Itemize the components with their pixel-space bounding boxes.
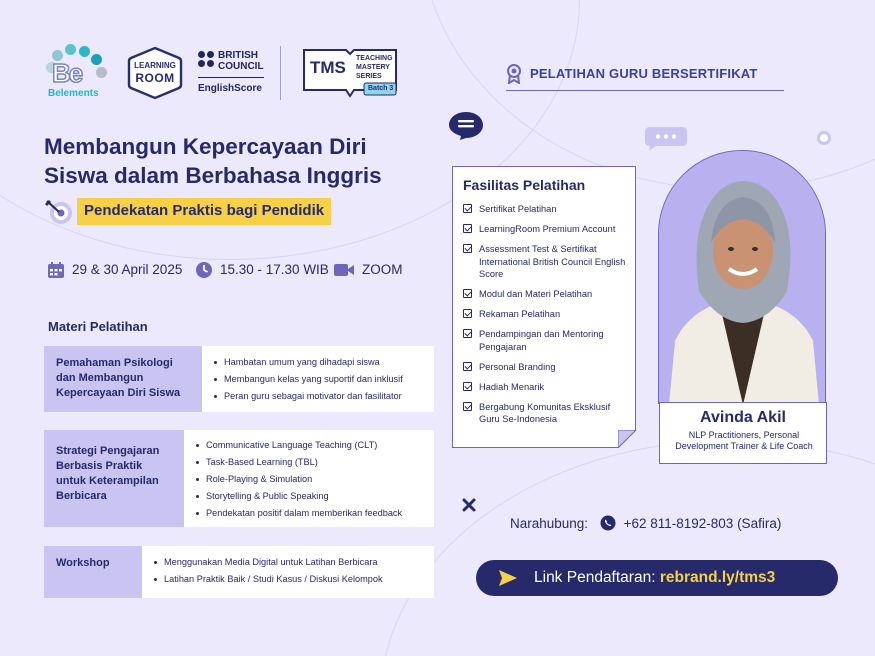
materi-section-label: Workshop [44, 546, 142, 598]
contact-phone[interactable]: +62 811-8192-803 (Safira) [623, 516, 782, 531]
belements-logo [44, 44, 110, 102]
ring-icon [816, 130, 832, 146]
send-arrow-icon [498, 569, 518, 587]
list-item: Sertifikat Pelatihan [463, 203, 633, 216]
british-council-line1: BRITISH [218, 50, 258, 61]
page-fold-icon [618, 430, 636, 448]
learningroom-logo-line2: ROOM [135, 71, 175, 85]
typing-bubble-icon [644, 126, 688, 152]
belements-logo-letters: Be [52, 58, 82, 88]
event-time: 15.30 - 17.30 WIB [220, 262, 329, 277]
list-item: Latihan Praktik Baik / Studi Kasus / Diskusi Kelompok [154, 573, 383, 590]
list-item: Bergabung Komunitas Eksklusif Guru Se-Indonesia [463, 401, 633, 426]
list-item: Pendampingan dan Mentoring Pengajaran [463, 328, 633, 353]
close-mark-icon [462, 498, 476, 512]
speaker-photo [658, 150, 826, 404]
speaker-portrait-illustration [659, 151, 826, 404]
british-council-rule [198, 77, 264, 78]
checkbox-icon [463, 289, 472, 298]
video-camera-icon [333, 261, 355, 279]
list-item: Membangun kelas yang suportif dan inklusif [214, 373, 403, 390]
tms-logo-line3: SERIES [356, 73, 382, 80]
speaker-role: NLP Practitioners, Personal Development Trainer & Life Coach [675, 430, 813, 451]
list-item: Rekaman Pelatihan [463, 308, 633, 321]
checkbox-icon [463, 362, 472, 371]
list-item: Storytelling & Public Speaking [196, 490, 402, 507]
list-item: Communicative Language Teaching (CLT) [196, 439, 402, 456]
checkbox-icon [463, 402, 472, 411]
event-date: 29 & 30 April 2025 [72, 262, 183, 277]
speaker-name: Avinda Akil [700, 409, 786, 426]
contact-row [510, 512, 781, 531]
materi-section [44, 546, 434, 598]
whatsapp-icon [600, 515, 616, 531]
speaker-card [659, 402, 827, 464]
award-ribbon-icon [506, 64, 522, 84]
materi-heading: Materi Pelatihan [48, 319, 148, 334]
registration-link[interactable]: rebrand.ly/tms3 [659, 569, 776, 586]
tms-logo [302, 46, 398, 100]
list-item: LearningRoom Premium Account [463, 223, 633, 236]
list-item: Pendekatan positif dalam memberikan feedback [196, 507, 402, 524]
page-subtitle: Pendekatan Praktis bagi Pendidik [77, 198, 331, 225]
checkbox-icon [463, 244, 472, 253]
chat-bubble-icon [448, 111, 484, 141]
checkbox-icon [463, 224, 472, 233]
clock-icon [195, 261, 213, 279]
tms-logo-batch: Batch 3 [368, 85, 394, 92]
certificate-tag-text: PELATIHAN GURU BERSERTIFIKAT [530, 66, 758, 81]
learningroom-logo [126, 46, 184, 100]
british-council-line2: COUNCIL [218, 61, 264, 72]
materi-section-label: Pemahaman Psikologi dan Membangun Kepercayaan Diri Siswa [44, 346, 202, 412]
materi-section [44, 346, 434, 412]
page-title-line2: Siswa dalam Berbahasa Inggris [44, 163, 382, 188]
contact-label: Narahubung: [510, 516, 589, 531]
registration-button[interactable] [476, 560, 838, 596]
tms-logo-mark: TMS [310, 58, 346, 77]
tms-logo-line2: MASTERY [356, 64, 390, 71]
british-council-logo [198, 48, 268, 98]
checkbox-icon [463, 309, 472, 318]
event-platform: ZOOM [362, 262, 403, 277]
list-item: Assessment Test & Sertifikat International British Council English Score [463, 243, 633, 281]
checkbox-icon [463, 204, 472, 213]
list-item: Hambatan umum yang dihadapi siswa [214, 356, 403, 373]
certificate-tag [506, 64, 784, 91]
englishscore-label: EnglishScore [198, 83, 262, 94]
list-item: Role-Playing & Simulation [196, 473, 402, 490]
checkbox-icon [463, 382, 472, 391]
list-item: Menggunakan Media Digital untuk Latihan Berbicara [154, 556, 383, 573]
list-item: Peran guru sebagai motivator dan fasilitator [214, 390, 403, 407]
page-title-line1: Membangun Kepercayaan Diri [44, 134, 367, 159]
list-item: Personal Branding [463, 361, 633, 374]
checkbox-icon [463, 329, 472, 338]
list-item: Task-Based Learning (TBL) [196, 456, 402, 473]
fasilitas-heading: Fasilitas Pelatihan [463, 177, 586, 193]
page-title [44, 132, 444, 190]
calendar-icon [47, 261, 65, 279]
background-arc [380, 440, 875, 656]
learningroom-logo-line1: LEARNING [134, 61, 176, 70]
list-item: Modul dan Materi Pelatihan [463, 288, 633, 301]
list-item: Hadiah Menarik [463, 381, 633, 394]
logo-divider [280, 46, 281, 100]
target-icon [44, 198, 74, 226]
tms-logo-line1: TEACHING [356, 55, 393, 62]
fasilitas-card [452, 166, 636, 448]
british-council-dots-icon [198, 51, 216, 69]
belements-logo-name: Belements [48, 88, 99, 99]
registration-label: Link Pendaftaran: [534, 569, 656, 586]
materi-section-label: Strategi Pengajaran Berbasis Praktik untuk Keterampilan Berbicara [44, 430, 184, 527]
materi-section [44, 430, 434, 527]
